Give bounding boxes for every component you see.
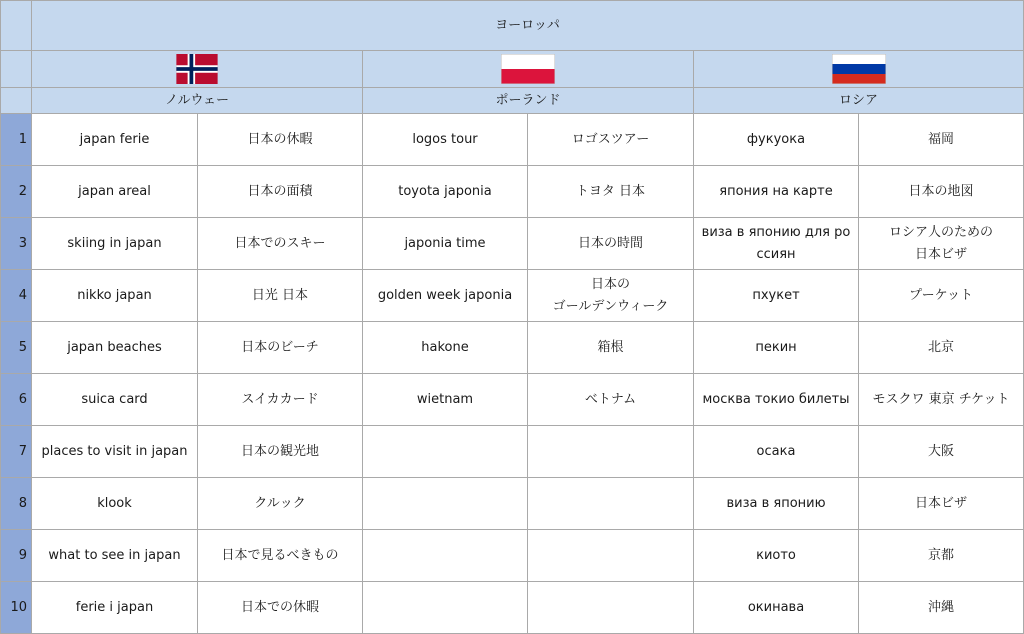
table-cell[interactable]: 日本で見るべきもの	[198, 530, 363, 582]
table-cell[interactable]: 日本の観光地	[198, 426, 363, 478]
table-cell[interactable]: toyota japonia	[363, 166, 528, 218]
row-number[interactable]: 10	[1, 582, 32, 634]
table-cell[interactable]: golden week japonia	[363, 270, 528, 322]
table-cell[interactable]: japan areal	[32, 166, 198, 218]
table-cell[interactable]	[528, 426, 694, 478]
row-number[interactable]: 9	[1, 530, 32, 582]
table-row	[1, 270, 1024, 322]
flag-cell-russia	[694, 51, 1024, 88]
table-cell[interactable]: киото	[694, 530, 859, 582]
row-number[interactable]: 5	[1, 322, 32, 374]
region-header: ヨーロッパ	[32, 1, 1024, 51]
table-cell[interactable]	[528, 530, 694, 582]
table-cell[interactable]: 日本の面積	[198, 166, 363, 218]
table-cell[interactable]: japonia time	[363, 218, 528, 270]
table-cell[interactable]: wietnam	[363, 374, 528, 426]
table-cell[interactable]: окинава	[694, 582, 859, 634]
corner-cell	[1, 51, 32, 88]
table-cell[interactable]: nikko japan	[32, 270, 198, 322]
table-cell[interactable]: 日本の時間	[528, 218, 694, 270]
table-row	[1, 114, 1024, 166]
norway-flag-icon	[170, 54, 224, 84]
table-row	[1, 374, 1024, 426]
table-cell[interactable]: ロシア人のための 日本ビザ	[859, 218, 1024, 270]
row-number[interactable]: 8	[1, 478, 32, 530]
country-header-poland: ポーランド	[363, 88, 694, 114]
table-cell[interactable]: klook	[32, 478, 198, 530]
table-cell[interactable]	[363, 478, 528, 530]
table-row	[1, 478, 1024, 530]
table-cell[interactable]: japan beaches	[32, 322, 198, 374]
table-cell[interactable]: クルック	[198, 478, 363, 530]
table-cell[interactable]: japan ferie	[32, 114, 198, 166]
flag-cell-poland	[363, 51, 694, 88]
table-row	[1, 322, 1024, 374]
table-cell[interactable]	[528, 478, 694, 530]
table-cell[interactable]: 福岡	[859, 114, 1024, 166]
table-row	[1, 426, 1024, 478]
table-row	[1, 166, 1024, 218]
table-cell[interactable]: places to visit in japan	[32, 426, 198, 478]
russia-flag-icon	[832, 54, 886, 84]
table-cell[interactable]: виза в японию	[694, 478, 859, 530]
table-cell[interactable]: what to see in japan	[32, 530, 198, 582]
table-row	[1, 530, 1024, 582]
table-cell[interactable]: hakone	[363, 322, 528, 374]
table-cell[interactable]: suica card	[32, 374, 198, 426]
row-number[interactable]: 4	[1, 270, 32, 322]
table-cell[interactable]: 日本の休暇	[198, 114, 363, 166]
table-cell[interactable]: 日本での休暇	[198, 582, 363, 634]
table-cell[interactable]: 沖縄	[859, 582, 1024, 634]
table-cell[interactable]: фукуока	[694, 114, 859, 166]
country-header-russia: ロシア	[694, 88, 1024, 114]
table-cell[interactable]: 日光 日本	[198, 270, 363, 322]
table-cell[interactable]: 日本でのスキー	[198, 218, 363, 270]
table-cell[interactable]: プーケット	[859, 270, 1024, 322]
table-cell[interactable]: 箱根	[528, 322, 694, 374]
table-cell[interactable]: япония на карте	[694, 166, 859, 218]
row-number[interactable]: 3	[1, 218, 32, 270]
table-cell[interactable]: виза в японию для ро ссиян	[694, 218, 859, 270]
table-cell[interactable]	[528, 582, 694, 634]
table-cell[interactable]	[363, 530, 528, 582]
table-cell[interactable]: 日本のビーチ	[198, 322, 363, 374]
table-cell[interactable]: 北京	[859, 322, 1024, 374]
row-number[interactable]: 7	[1, 426, 32, 478]
table-cell[interactable]: ベトナム	[528, 374, 694, 426]
table-cell[interactable]: пекин	[694, 322, 859, 374]
table-cell[interactable]: ロゴスツアー	[528, 114, 694, 166]
poland-flag-icon	[501, 54, 555, 84]
table-cell[interactable]: logos tour	[363, 114, 528, 166]
table-cell[interactable]: осака	[694, 426, 859, 478]
table-cell[interactable]: 日本の ゴールデンウィーク	[528, 270, 694, 322]
table-cell[interactable]: москва токио билеты	[694, 374, 859, 426]
row-number[interactable]: 2	[1, 166, 32, 218]
table-cell[interactable]	[363, 582, 528, 634]
table-cell[interactable]: スイカカード	[198, 374, 363, 426]
country-header-norway: ノルウェー	[32, 88, 363, 114]
table-cell[interactable]	[363, 426, 528, 478]
table-cell[interactable]: モスクワ 東京 チケット	[859, 374, 1024, 426]
table-cell[interactable]: 日本の地図	[859, 166, 1024, 218]
corner-cell	[1, 1, 32, 51]
row-number[interactable]: 1	[1, 114, 32, 166]
table-cell[interactable]: 日本ビザ	[859, 478, 1024, 530]
table-cell[interactable]: skiing in japan	[32, 218, 198, 270]
table-row	[1, 218, 1024, 270]
flag-cell-norway	[32, 51, 363, 88]
corner-cell	[1, 88, 32, 114]
row-number[interactable]: 6	[1, 374, 32, 426]
table-cell[interactable]: 大阪	[859, 426, 1024, 478]
table-cell[interactable]: пхукет	[694, 270, 859, 322]
table-cell[interactable]: 京都	[859, 530, 1024, 582]
table-cell[interactable]: トヨタ 日本	[528, 166, 694, 218]
table-cell[interactable]: ferie i japan	[32, 582, 198, 634]
table-row	[1, 582, 1024, 634]
